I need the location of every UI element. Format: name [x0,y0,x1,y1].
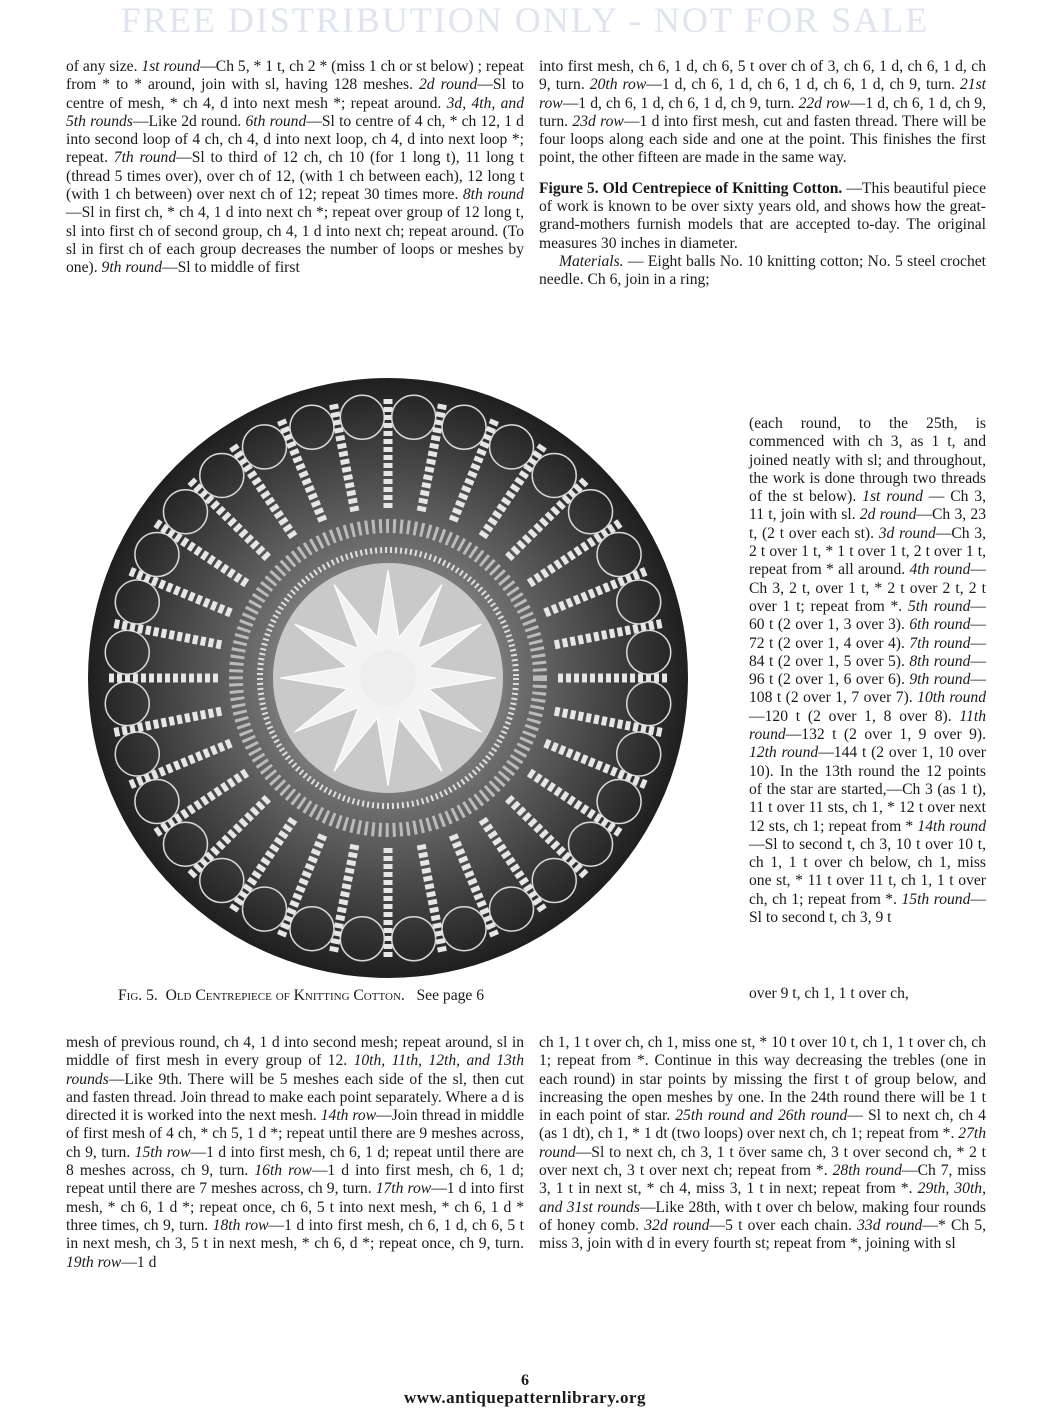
paragraph: ch 1, 1 t over ch, ch 1, miss one st, * 10 t over 10 t, ch 1, 1 t over ch, ch 1; repeat from *. Continue in this way decreasing the trebles (one in each round) in star points by missing the first t of group below, and increasing the open meshes by one. In the 24th round there will be 1 t in each point of star. 25th round and 26th round— Sl to next ch, ch 4 (as 1 dt), ch 1, * 1 dt (two loops) over next ch, ch 1; repeat from *. 27th round—Sl to next ch, ch 3, 1 t över same ch, 3 t over second ch, * 2 t over next ch, 3 t over next ch; repeat from *. 28th round—Ch 7, miss 3, 1 t in next st, * ch 4, miss 3, 1 t in next; repeat from *. 29th, 30th, and 31st rounds—Like 28th, with t over ch below, making four rounds of honey comb. 32d round—5 t over each chain. 33d round—* Ch 5, miss 3, join with d in every fourth st; repeat from *, joining with sl [539,1034,987,1253]
figure-caption [118,987,738,1005]
paragraph: into first mesh, ch 6, 1 d, ch 6, 5 t over ch of 3, ch 6, 1 d, ch 6, 1 d, ch 9, turn. 20th row—1 d, ch 6, 1 d, ch 6, 1 d, ch 6, 1 d, ch 9, turn. 21st row—1 d, ch 6, 1 d, ch 6, 1 d, ch 9, turn. 22d row—1 d, ch 6, 1 d, ch 9, turn. 23d row—1 d into first mesh, cut and fasten thread. There will be four loops along each side and one at the point. This finishes the first point, the other fifteen are made in the same way. [539,58,986,167]
caption-see: See page 6 [416,987,485,1004]
right-narrow-continuation [749,985,986,1003]
watermark-banner: FREE DISTRIBUTION ONLY - NOT FOR SALE [120,0,930,40]
right-narrow-column [749,415,986,927]
centrepiece-photo [68,374,708,982]
right-column-bottom [539,1034,986,1254]
caption-title: Old Centrepiece of Knitting Cotton. [165,987,405,1004]
caption-fig: Fig. 5. [118,987,158,1004]
paragraph: over 9 t, ch 1, 1 t over ch, [749,985,909,1002]
left-column-top [66,58,524,278]
figure-heading-paragraph: Figure 5. Old Centrepiece of Knitting Cotton. —This beautiful piece of work is known to be over sixty years old, and shows how the great-grand-mothers furnish models that are accepted to-day. The original measures 30 inches in diameter. [539,179,986,252]
paragraph: mesh of previous round, ch 4, 1 d into second mesh; repeat around, sl in middle of first mesh in every group of 12. 10th, 11th, 12th, and 13th rounds—Like 9th. There will be 5 meshes each side of the sl, then cut and fasten thread. Join thread to make each point separately. Where a d is directed it is worked into the next mesh. 14th row—Join thread in middle of first mesh of 4 ch, * ch 5, 1 d *; repeat until there are 9 meshes across, ch 9, turn. 15th row—1 d into first mesh, ch 6, 1 d; repeat until there are 8 meshes across, ch 9, turn. 16th row—1 d into first mesh, ch 6, 1 d; repeat until there are 7 meshes across, ch 9, turn. 17th row—1 d into first mesh, * ch 6, 1 d *; repeat once, ch 6, 5 t into next mesh, * ch 6, 1 d * three times, ch 9, turn. 18th row—1 d into first mesh, ch 6, 1 d, ch 6, 5 t in next mesh, ch 3, 5 t in next mesh, * ch 6, d *; repeat once, ch 9, turn. 19th row—1 d [66,1034,525,1271]
paragraph: (each round, to the 25th, is commenced with ch 3, as 1 t, and joined neatly with sl; and throughout, the work is done through two threads of the st below). 1st round — Ch 3, 11 t, join with sl. 2d round—Ch 3, 23 t, (2 t over each st). 3d round—Ch 3, 2 t over 1 t, * 1 t over 1 t, 2 t over 1 t, repeat from * all around. 4th round—Ch 3, 2 t, over 1 t, * 2 t over 2 t, 2 t over 1 t; repeat from *. 5th round— 60 t (2 over 1, 3 over 3). 6th round—72 t (2 over 1, 4 over 4). 7th round—84 t (2 over 1, 5 over 5). 8th round—96 t (2 over 1, 6 over 6). 9th round— 108 t (2 over 1, 7 over 7). 10th round—120 t (2 over 1, 8 over 8). 11th round—132 t (2 over 1, 9 over 9). 12th round—144 t (2 over 1, 10 over 10). In the 13th round the 12 points of the star are started,—Ch 3 (as 1 t), 11 t over 11 sts, ch 1, * 12 t over next 12 sts, ch 1; repeat from * 14th round—Sl to second t, ch 3, 10 t over 10 t, ch 1, 1 t over ch below, ch 1, miss one st, * 11 t over 11 t, ch 1, 1 t over ch, ch 1; repeat from *. 15th round— Sl to second t, ch 3, 9 t [749,415,986,927]
footer-url: www.antiquepatternlibrary.org [403,1388,647,1407]
page-number: 6 [521,1372,529,1389]
right-column-top [539,58,986,290]
paragraph: of any size. 1st round—Ch 5, * 1 t, ch 2 * (miss 1 ch or st below) ; repeat from * to * around, join with sl, having 128 meshes. 2d round—Sl to centre of mesh, * ch 4, d into next mesh *; repeat around. 3d, 4th, and 5th rounds—Like 2d round. 6th round—Sl to centre of 4 ch, * ch 12, 1 d into second loop of 4 ch, ch 4, d into next loop, ch 4, d into next loop *; repeat. 7th round—Sl to third of 12 ch, ch 10 (for 1 long t), 11 long t (thread 5 times over), over ch of 12, (with 1 ch between each), 12 long t (with 1 ch between) over next ch of 12; repeat 30 times more. 8th round—Sl in first ch, * ch 4, 1 d into next ch *; repeat over group of 12 long t, sl into first ch of second group, ch 4, 1 d into next ch; repeat around. (To sl in first ch of each group decreases the number of loops or meshes by one). 9th round—Sl to middle of first [66,58,524,277]
left-column-bottom [66,1034,524,1272]
materials-paragraph: Materials. — Eight balls No. 10 knitting cotton; No. 5 steel crochet needle. Ch 6, join in a ring; [539,252,986,289]
centre-ring [360,650,416,706]
